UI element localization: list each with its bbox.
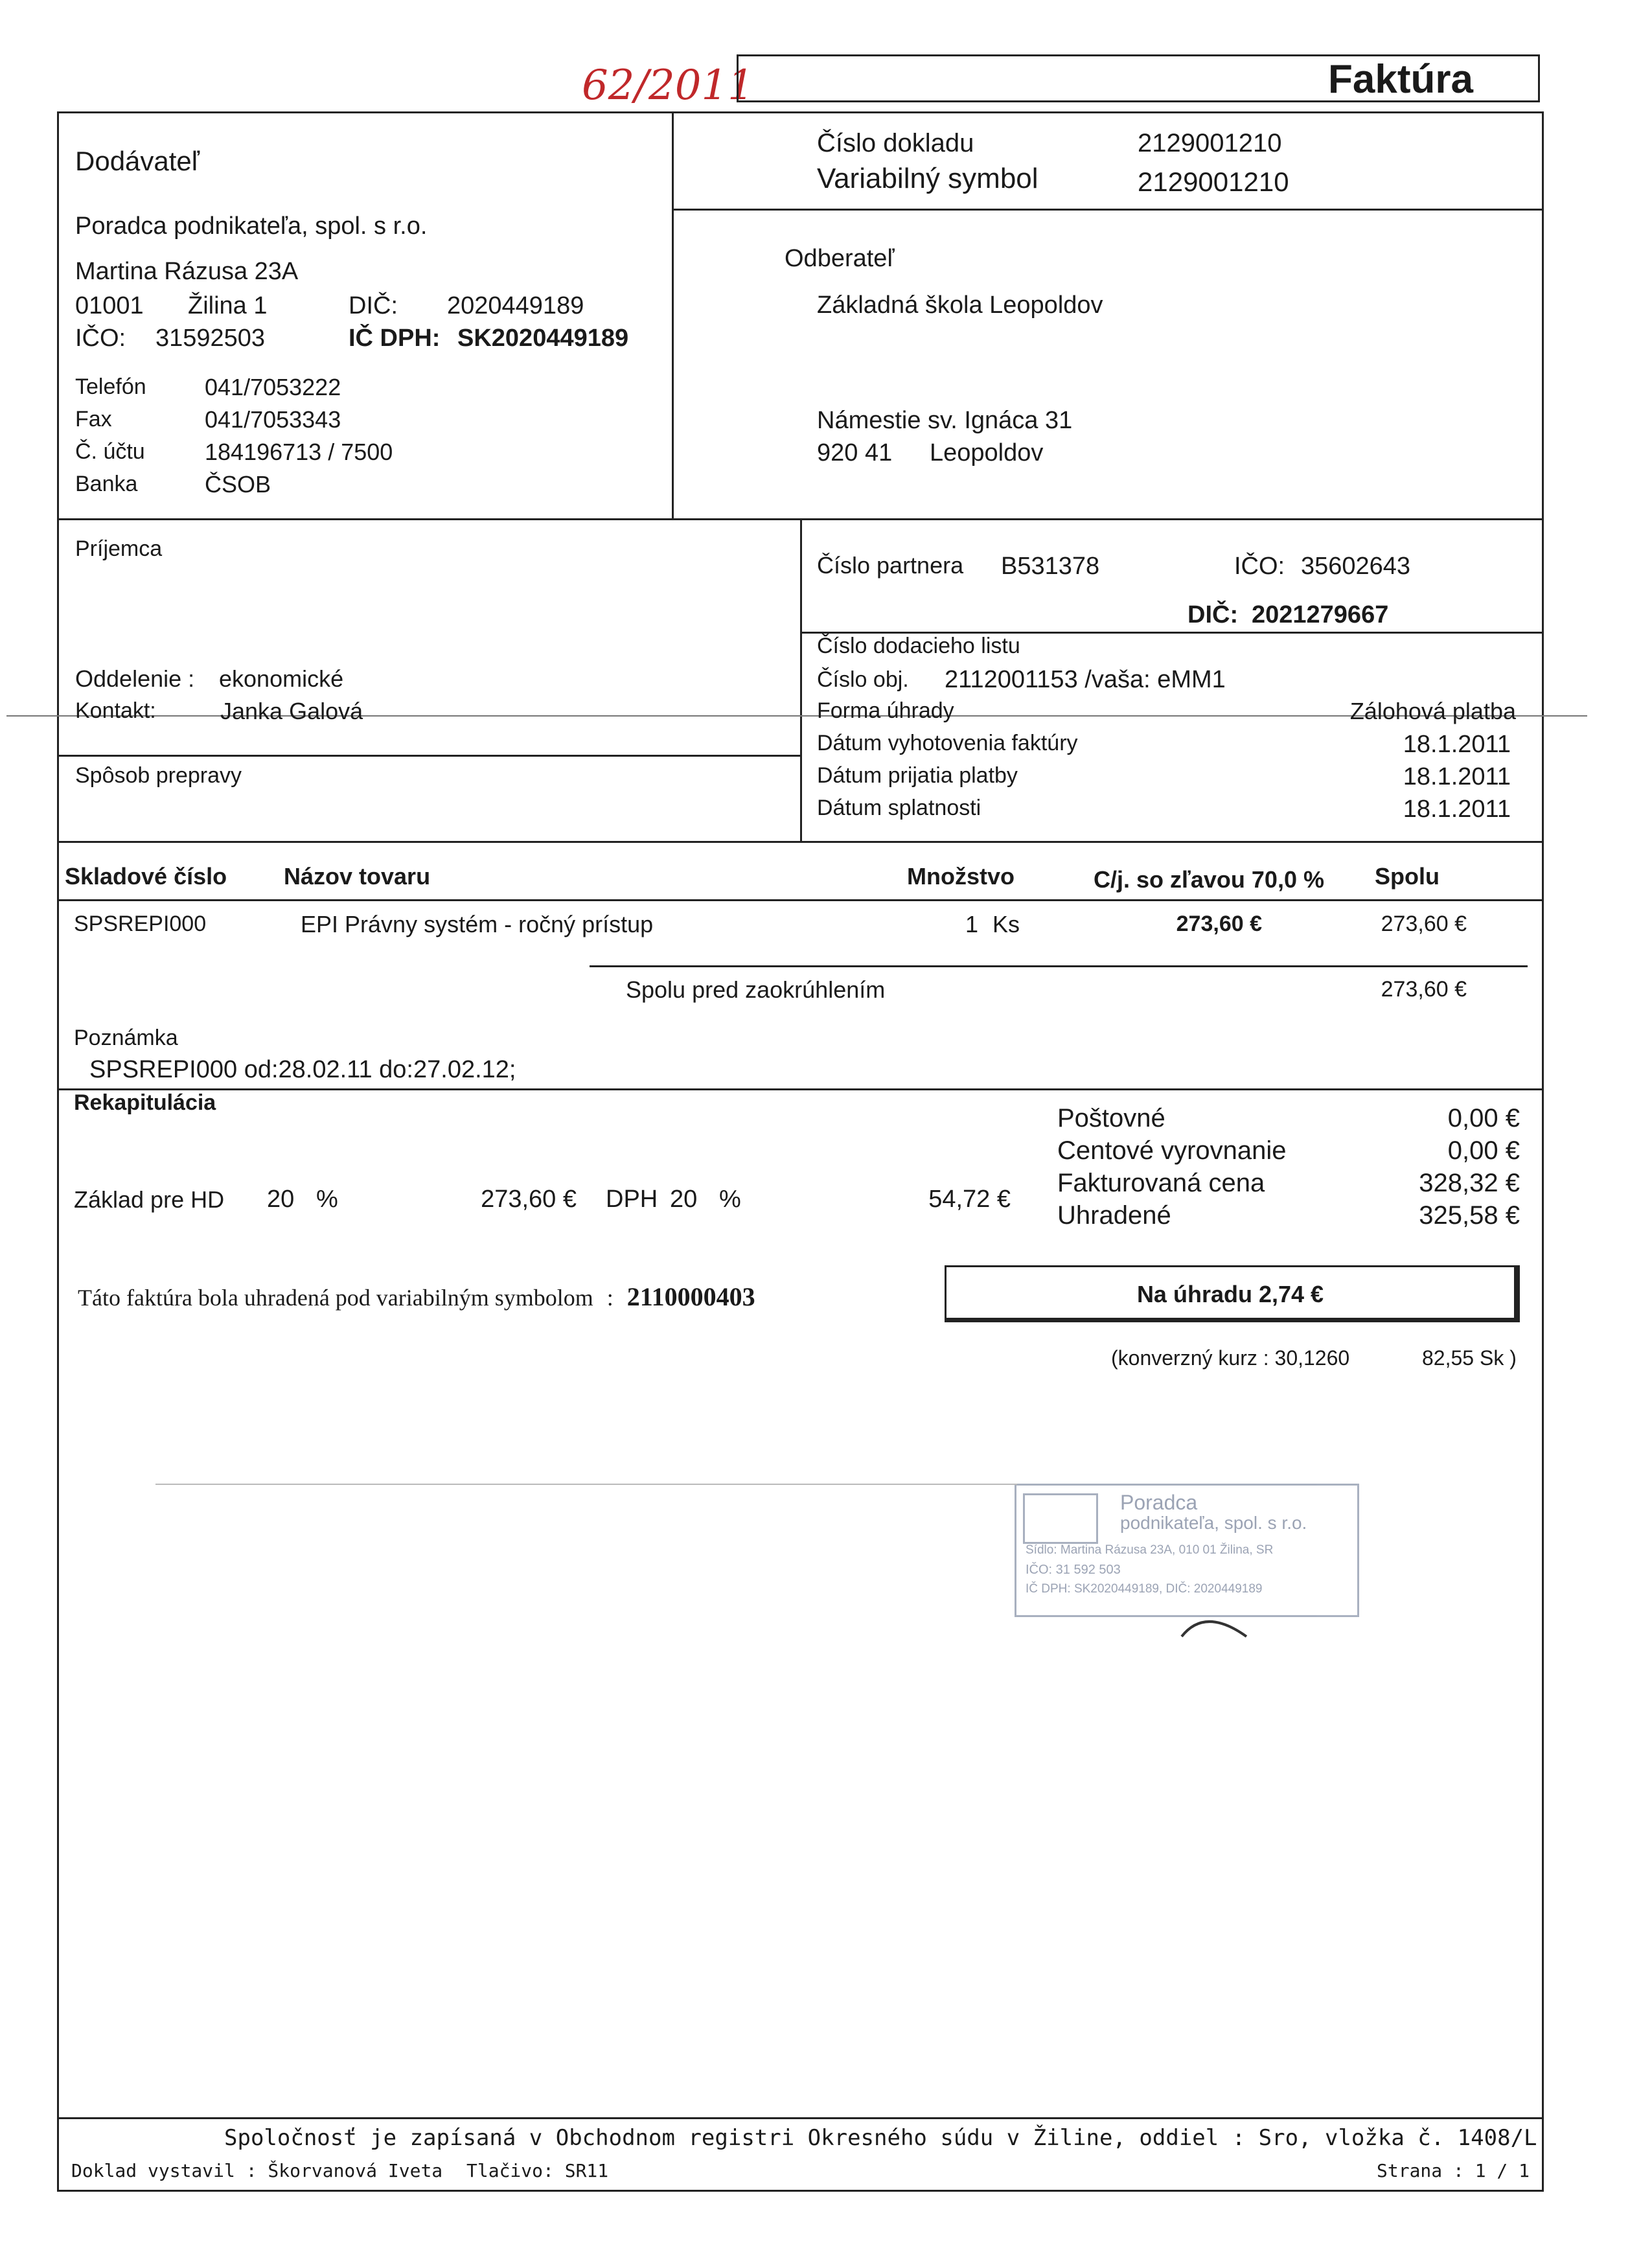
received-value: 18.1.2011 xyxy=(1403,763,1511,790)
customer-zip: 920 41 xyxy=(817,439,893,466)
customer-heading: Odberateľ xyxy=(785,245,895,272)
col-name: Názov tovaru xyxy=(284,863,431,890)
stamp-line-3: Sídlo: Martina Rázusa 23A, 010 01 Žilina, SR xyxy=(1026,1543,1274,1557)
paid-label: Uhradené xyxy=(1057,1201,1171,1230)
col-unit-price: C/j. so zľavou 70,0 % xyxy=(1094,866,1324,893)
subtotal-line xyxy=(590,965,1528,967)
recipient-dept: ekonomické xyxy=(219,665,344,692)
to-pay-amount: Na úhradu 2,74 € xyxy=(1136,1281,1324,1307)
supplier-fax: 041/7053343 xyxy=(205,406,341,433)
note-label: Poznámka xyxy=(74,1026,178,1050)
partner-dic-label: DIČ: xyxy=(1187,601,1239,628)
recipient-contact: Janka Galová xyxy=(220,698,363,724)
item-name: EPI Právny systém - ročný prístup xyxy=(301,911,654,937)
frame-left xyxy=(57,111,59,2190)
partner-ico-label: IČO: xyxy=(1234,553,1285,580)
supplier-dic: 2020449189 xyxy=(447,292,584,319)
paid-note-vs: 2110000403 xyxy=(626,1282,755,1311)
frame-right xyxy=(1542,111,1544,2190)
footer-issued-by: Doklad vystavil : Škorvanová Iveta xyxy=(71,2160,443,2181)
recap-pct: % xyxy=(316,1186,338,1213)
footer-form: Tlačivo: SR11 xyxy=(466,2160,609,2181)
paid-note-sep: : xyxy=(606,1285,614,1311)
recap-vat: 54,72 € xyxy=(928,1186,1011,1213)
postage-value: 0,00 € xyxy=(1447,1104,1520,1132)
payment-label: Forma úhrady xyxy=(817,698,954,723)
customer-city: Leopoldov xyxy=(930,439,1044,466)
stamp-line-4: IČO: 31 592 503 xyxy=(1026,1563,1121,1577)
order-label: Číslo obj. xyxy=(817,667,909,692)
stamp-line-5: IČ DPH: SK2020449189, DIČ: 2020449189 xyxy=(1026,1582,1263,1596)
recap-base: 273,60 € xyxy=(481,1186,577,1213)
supplier-street: Martina Rázusa 23A xyxy=(75,258,299,285)
supplier-ico: 31592503 xyxy=(155,325,266,352)
supplier-icdph-label: IČ DPH: xyxy=(349,325,441,352)
paid-value: 325,58 € xyxy=(1419,1201,1520,1230)
supplier-zip: 01001 xyxy=(75,292,144,319)
supplier-icdph: SK2020449189 xyxy=(457,325,629,352)
item-total: 273,60 € xyxy=(1381,912,1467,936)
supplier-bank-label: Banka xyxy=(75,472,138,496)
supplier-phone: 041/7053222 xyxy=(205,374,341,400)
partner-value: B531378 xyxy=(1001,553,1100,580)
postage-label: Poštovné xyxy=(1057,1104,1165,1132)
frame-top xyxy=(57,111,1544,113)
invoiced-label: Fakturovaná cena xyxy=(1057,1169,1265,1197)
stamp-logo-icon xyxy=(1023,1493,1098,1544)
subtotal-value: 273,60 € xyxy=(1381,977,1467,1002)
supplier-phone-label: Telefón xyxy=(75,374,146,399)
supplier-ico-label: IČO: xyxy=(75,325,126,352)
partner-dic: 2021279667 xyxy=(1252,601,1389,628)
item-code: SPSREPI000 xyxy=(74,912,207,936)
to-pay-box xyxy=(945,1265,1520,1322)
recipient-contact-label: Kontakt: xyxy=(75,698,156,723)
item-price: 273,60 € xyxy=(1176,912,1262,936)
company-stamp xyxy=(1015,1484,1359,1617)
divider-doc xyxy=(672,209,1543,211)
divider-items-header xyxy=(57,899,1544,901)
due-value: 18.1.2011 xyxy=(1403,796,1511,823)
footer-registry: Spoločnosť je zapísaná v Obchodnom registri Okresného súdu v Žiline, oddiel : Sro, vložka č. 1408/L xyxy=(224,2125,1537,2151)
paid-note xyxy=(78,1284,755,1310)
table-row xyxy=(57,904,1541,949)
issue-value: 18.1.2011 xyxy=(1403,731,1511,758)
issue-label: Dátum vyhotovenia faktúry xyxy=(817,731,1078,755)
divider-partner xyxy=(800,518,802,842)
delivery-note-label: Číslo dodacieho listu xyxy=(817,634,1020,658)
recipient-dept-label: Oddelenie : xyxy=(75,665,195,692)
payment-value: Zálohová platba xyxy=(1349,698,1516,724)
recipient-heading: Príjemca xyxy=(75,536,163,561)
supplier-city: Žilina 1 xyxy=(188,292,268,319)
signature-mark xyxy=(1179,1600,1250,1639)
subtotal-label: Spolu pred zaokrúhlením xyxy=(626,976,886,1003)
doc-title: Faktúra xyxy=(1328,57,1473,102)
recap-vat-label: DPH xyxy=(606,1186,658,1213)
received-label: Dátum prijatia platby xyxy=(817,763,1018,788)
supplier-dic-label: DIČ: xyxy=(349,292,398,319)
frame-bottom xyxy=(57,2190,1544,2192)
recap-label: Rekapitulácia xyxy=(74,1090,216,1115)
cislo-dokladu: 2129001210 xyxy=(1138,129,1282,157)
supplier-account-label: Č. účtu xyxy=(75,439,145,464)
partner-label: Číslo partnera xyxy=(817,552,964,579)
paid-note-text: Táto faktúra bola uhradená pod variabilným symbolom xyxy=(78,1285,593,1311)
vs-label: Variabilný symbol xyxy=(817,163,1038,194)
supplier-account: 184196713 / 7500 xyxy=(205,439,393,465)
recap-base-label: Základ pre HD xyxy=(74,1186,225,1213)
footer-page: Strana : 1 / 1 xyxy=(1377,2160,1530,2181)
divider-supplier xyxy=(672,111,674,518)
item-qty: 1 xyxy=(965,911,979,937)
divider-recap xyxy=(57,1088,1544,1090)
col-total: Spolu xyxy=(1375,863,1440,890)
fold-line-2 xyxy=(155,1484,1017,1485)
due-label: Dátum splatnosti xyxy=(817,796,981,820)
vs-value: 2129001210 xyxy=(1138,167,1289,197)
recap-rate: 20 xyxy=(267,1186,295,1213)
stamp-line-2: podnikateľa, spol. s r.o. xyxy=(1120,1513,1307,1533)
transport-label: Spôsob prepravy xyxy=(75,763,242,788)
divider-items xyxy=(57,841,1544,843)
invoiced-value: 328,32 € xyxy=(1419,1169,1520,1197)
recap-vat-pct: % xyxy=(719,1186,741,1213)
cislo-dokladu-label: Číslo dokladu xyxy=(817,129,974,157)
rounding-value: 0,00 € xyxy=(1447,1136,1520,1165)
note-text: SPSREPI000 od:28.02.11 do:27.02.12; xyxy=(89,1056,516,1083)
supplier-name: Poradca podnikateľa, spol. s r.o. xyxy=(75,213,428,240)
divider-footer xyxy=(57,2117,1544,2119)
col-code: Skladové číslo xyxy=(65,863,227,890)
supplier-bank: ČSOB xyxy=(205,471,271,498)
item-unit: Ks xyxy=(992,911,1020,937)
col-qty: Množstvo xyxy=(907,863,1015,890)
supplier-fax-label: Fax xyxy=(75,407,112,431)
divider-transport xyxy=(57,755,802,757)
rounding-label: Centové vyrovnanie xyxy=(1057,1136,1287,1165)
recap-vat-rate: 20 xyxy=(670,1186,698,1213)
customer-street: Námestie sv. Ignáca 31 xyxy=(817,407,1073,434)
conversion-rate: (konverzný kurz : 30,1260 xyxy=(1111,1346,1350,1370)
order-value: 2112001153 /vaša: eMM1 xyxy=(945,666,1226,693)
partner-ico: 35602643 xyxy=(1301,553,1411,580)
customer-name: Základná škola Leopoldov xyxy=(817,292,1103,319)
supplier-heading: Dodávateľ xyxy=(75,146,200,176)
handwritten-note: 62/2011 xyxy=(582,62,754,109)
conversion-sk: 82,55 Sk ) xyxy=(1422,1346,1517,1370)
stamp-line-1: Poradca xyxy=(1120,1491,1198,1514)
